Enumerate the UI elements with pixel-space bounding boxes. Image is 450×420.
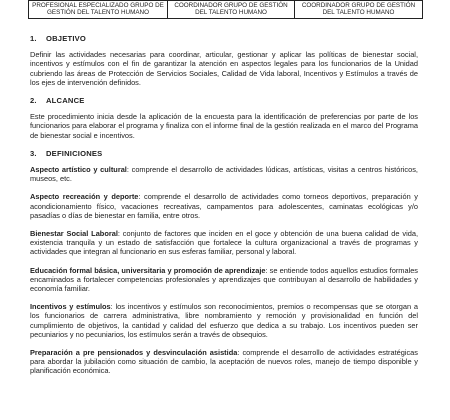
objetivo-paragraph: Definir las actividades necesarias para coordinar, articular, gestionar y aplicar las políticas de bienestar social, incentivos y estímulos con el fin de garantizar la atención en aspectos legales para los funcionarios de la Unidad cubriendo las áreas de Protección de Servicios Sociales, Calidad de Vida laboral, Incentivos y Estímulos a través de los ejes de intervención definidos.	[30, 50, 418, 87]
definition-item	[30, 266, 418, 294]
approval-value-elaboro: PROFESIONAL ESPECIALIZADO GRUPO DE GESTIÓN DEL TALENTO HUMANO	[29, 1, 168, 19]
definition-text: : conjunto de factores que inciden en el goce y obtención de una buena calidad de vida, existencia tranquila y un estado de satisfacción que fortalece la cultura organizacional a través de programas y actividades que integran al funcionario en sus esferas familiar, personal y laboral.	[30, 229, 418, 257]
section-number: 3.	[30, 148, 37, 158]
section-title-text: OBJETIVO	[46, 34, 86, 43]
definition-text: : los incentivos y estímulos son reconocimientos, premios o recompensas que se otorgan a los funcionarios de carrera administrativa, libre nombramiento y remoción y provisionalidad en función del cumplimiento de objetivos, la cantidad y calidad del esfuerzo que dedica a su trabajo. Los incentivos pueden ser pecuniarios y no pecuniarios, los estímulos serán a través de obsequios.	[30, 302, 418, 339]
approval-values-row	[29, 1, 423, 19]
approval-table	[28, 0, 423, 19]
definition-item	[30, 229, 418, 257]
section-title-definiciones	[30, 149, 418, 158]
definition-text: : comprende el desarrollo de actividades lúdicas, artísticas, visitas a centros históricos, museos, etc.	[30, 165, 418, 184]
section-title-text: DEFINICIONES	[46, 148, 103, 158]
document-body	[30, 34, 418, 385]
definition-text: : comprende el desarrollo de actividades estratégicas para abordar la jubilación como situación de cambio, la aceptación de nuevos roles, manejo de tiempo disponible y planificación económica.	[30, 348, 418, 376]
definition-term: Aspecto recreación y deporte	[30, 192, 139, 202]
definition-item	[30, 302, 418, 339]
definition-text: : comprende el desarrollo de actividades como torneos deportivos, preparación y acondicionamiento físico, vacaciones recreativas, campamentos para adolescentes, caminatas ecológicas y/o pasadías o días de bienestar en familia, entre otros.	[30, 192, 418, 220]
definition-item	[30, 348, 418, 376]
definition-term: Aspecto artístico y cultural	[30, 165, 127, 175]
definition-term: Educación formal básica, universitaria y promoción de aprendizaje	[30, 265, 266, 275]
definition-term: Bienestar Social Laboral	[30, 229, 118, 239]
definition-item	[30, 165, 418, 183]
section-number: 2.	[30, 96, 37, 106]
section-title-alcance	[30, 96, 418, 105]
section-title-text: ALCANCE	[46, 96, 85, 106]
approval-value-aprobo: COORDINADOR GRUPO DE GESTIÓN DEL TALENTO HUMANO	[295, 1, 423, 19]
section-title-objetivo	[30, 34, 418, 43]
alcance-paragraph: Este procedimiento inicia desde la aplicación de la encuesta para la identificación de preferencias por parte de los funcionarios para elaborar el programa y finaliza con el informe final de la gestión realizada en el marco del Programa de bienestar social e incentivos.	[30, 112, 418, 140]
definition-item	[30, 192, 418, 220]
definition-text: : se entiende todos aquellos estudios formales encaminados a fortalecer competencias profesionales y aprendizajes que contribuyan al desarrollo de habilidades y economía familiar.	[30, 265, 418, 294]
section-number: 1.	[30, 34, 37, 43]
definition-term: Preparación a pre pensionados y desvinculación asistida	[30, 348, 238, 358]
approval-value-reviso: COORDINADOR GRUPO DE GESTIÓN DEL TALENTO HUMANO	[168, 1, 295, 19]
definition-term: Incentivos y estímulos	[30, 302, 111, 312]
